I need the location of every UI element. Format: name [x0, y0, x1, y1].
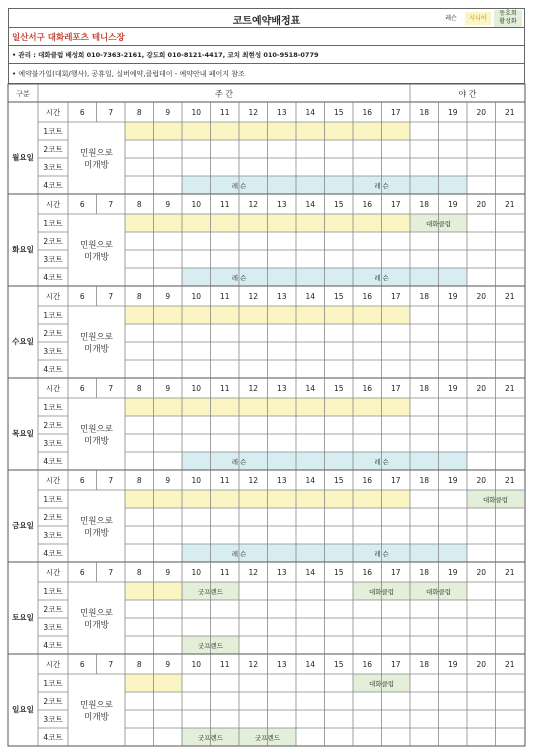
court-label: 1코트 [43, 127, 63, 136]
hour-label: 14 [305, 108, 316, 117]
hour-label: 21 [504, 568, 515, 577]
closed-text: 민원으로 [80, 608, 113, 619]
court-label: 4코트 [43, 549, 63, 558]
time-label: 시간 [45, 660, 61, 669]
hour-label: 7 [108, 660, 114, 669]
hour-label: 17 [390, 660, 401, 669]
hour-label: 7 [108, 200, 114, 209]
hour-label: 10 [191, 292, 202, 301]
hour-label: 16 [362, 292, 373, 301]
hour-label: 15 [333, 108, 344, 117]
closed-text: 미개방 [84, 620, 109, 631]
slot-label: 레 슨 [374, 274, 389, 282]
hour-label: 9 [165, 476, 171, 485]
hour-label: 16 [362, 660, 373, 669]
court-label: 2코트 [43, 697, 63, 706]
day-label: 토요일 [12, 613, 34, 622]
hour-label: 11 [219, 476, 230, 485]
hour-label: 6 [79, 384, 85, 393]
hour-label: 7 [108, 384, 114, 393]
hour-label: 6 [79, 200, 85, 209]
hour-label: 11 [219, 568, 230, 577]
hour-label: 12 [248, 292, 259, 301]
court-label: 3코트 [43, 715, 63, 724]
hour-label: 18 [419, 384, 430, 393]
hour-label: 7 [108, 568, 114, 577]
hour-label: 21 [504, 292, 515, 301]
court-label: 1코트 [43, 219, 63, 228]
hour-label: 20 [476, 476, 487, 485]
slot-label: 레 슨 [231, 458, 247, 466]
hour-label: 19 [447, 384, 458, 393]
hour-label: 9 [165, 108, 171, 117]
hour-label: 9 [165, 200, 171, 209]
hour-label: 7 [108, 292, 114, 301]
hour-label: 14 [305, 384, 316, 393]
court-label: 3코트 [43, 163, 63, 172]
slot-label: 레 슨 [231, 274, 247, 282]
hour-label: 15 [333, 384, 344, 393]
hour-label: 10 [191, 200, 202, 209]
hour-label: 18 [419, 200, 430, 209]
slot-label: 굿프렌드 [197, 588, 224, 596]
hour-label: 18 [419, 660, 430, 669]
hour-label: 7 [108, 108, 114, 117]
closed-text: 미개방 [84, 436, 109, 447]
court-label: 4코트 [43, 181, 63, 190]
legend-club-line1: 동호회 [499, 10, 517, 17]
court-label: 2코트 [43, 421, 63, 430]
hour-label: 15 [333, 292, 344, 301]
hour-label: 8 [136, 384, 142, 393]
closed-text: 미개방 [84, 528, 109, 539]
hour-label: 13 [276, 568, 287, 577]
hour-label: 14 [305, 476, 316, 485]
closed-text: 미개방 [84, 252, 109, 263]
court-label: 1코트 [43, 495, 63, 504]
closed-text: 민원으로 [80, 700, 113, 711]
hour-label: 9 [165, 384, 171, 393]
court-label: 3코트 [43, 623, 63, 632]
time-label: 시간 [45, 568, 61, 577]
hour-label: 21 [504, 476, 515, 485]
legend-club-line2: 활성화 [499, 18, 517, 25]
closed-text: 민원으로 [80, 240, 113, 251]
hour-label: 10 [191, 660, 202, 669]
court-label: 3코트 [43, 255, 63, 264]
day-label: 목요일 [12, 429, 34, 438]
day-label: 금요일 [12, 521, 34, 530]
closed-text: 민원으로 [80, 424, 113, 435]
hour-label: 12 [248, 384, 259, 393]
slot-label: 대화클럽 [368, 588, 395, 596]
notice-text: • 예약불가일(대회/행사), 공휴일, 실버예약,클럽데이 - 예약안내 페이지 참조 [12, 70, 245, 78]
venue-name: 일산서구 대화레포츠 테니스장 [12, 33, 125, 43]
hour-label: 17 [390, 568, 401, 577]
header-night: 야 간 [458, 89, 477, 99]
header-gubun: 구분 [16, 90, 30, 98]
slot-label: 레 슨 [374, 182, 389, 190]
hour-label: 8 [136, 292, 142, 301]
court-label: 2코트 [43, 513, 63, 522]
hour-label: 13 [276, 292, 287, 301]
day-label: 일요일 [12, 705, 34, 714]
day-label: 월요일 [12, 153, 34, 162]
closed-text: 민원으로 [80, 332, 113, 343]
hour-label: 6 [79, 568, 85, 577]
hour-label: 17 [390, 384, 401, 393]
hour-label: 20 [476, 660, 487, 669]
hour-label: 20 [476, 384, 487, 393]
hour-label: 16 [362, 568, 373, 577]
hour-label: 8 [136, 476, 142, 485]
hour-label: 11 [219, 660, 230, 669]
hour-label: 18 [419, 476, 430, 485]
hour-label: 6 [79, 660, 85, 669]
hour-label: 17 [390, 476, 401, 485]
hour-label: 12 [248, 660, 259, 669]
hour-label: 9 [165, 660, 171, 669]
court-label: 4코트 [43, 457, 63, 466]
slot-label: 굿프렌드 [197, 734, 224, 742]
court-label: 1코트 [43, 587, 63, 596]
hour-label: 10 [191, 108, 202, 117]
hour-label: 20 [476, 292, 487, 301]
hour-label: 8 [136, 568, 142, 577]
header-daytime: 주 간 [215, 89, 233, 99]
slot-label: 레 슨 [374, 550, 389, 558]
hour-label: 20 [476, 200, 487, 209]
hour-label: 18 [419, 108, 430, 117]
hour-label: 12 [248, 200, 259, 209]
hour-label: 14 [305, 200, 316, 209]
hour-label: 6 [79, 292, 85, 301]
court-label: 3코트 [43, 531, 63, 540]
hour-label: 15 [333, 476, 344, 485]
court-label: 2코트 [43, 605, 63, 614]
hour-label: 14 [305, 292, 316, 301]
hour-label: 13 [276, 108, 287, 117]
slot-label: 레 슨 [374, 458, 389, 466]
closed-text: 민원으로 [80, 516, 113, 527]
time-label: 시간 [45, 384, 61, 393]
hour-label: 14 [305, 568, 316, 577]
hour-label: 8 [136, 660, 142, 669]
hour-label: 17 [390, 200, 401, 209]
time-label: 시간 [45, 200, 61, 209]
hour-label: 8 [136, 108, 142, 117]
court-label: 4코트 [43, 641, 63, 650]
hour-label: 19 [447, 476, 458, 485]
slot-label: 대화클럽 [425, 220, 452, 228]
slot-label: 대화클럽 [482, 496, 509, 504]
hour-label: 20 [476, 108, 487, 117]
hour-label: 18 [419, 292, 430, 301]
slot-label: 굿프렌드 [197, 642, 224, 650]
hour-label: 12 [248, 568, 259, 577]
hour-label: 17 [390, 292, 401, 301]
slot-label: 레 슨 [231, 182, 247, 190]
hour-label: 6 [79, 476, 85, 485]
hour-label: 6 [79, 108, 85, 117]
hour-label: 18 [419, 568, 430, 577]
hour-label: 12 [248, 476, 259, 485]
closed-text: 미개방 [84, 160, 109, 171]
court-label: 3코트 [43, 439, 63, 448]
slot-label: 대화클럽 [425, 588, 452, 596]
hour-label: 12 [248, 108, 259, 117]
slot-label: 대화클럽 [368, 680, 395, 688]
legend-senior: 시니어 [465, 12, 491, 25]
closed-text: 민원으로 [80, 148, 113, 159]
page-title: 코트예약배정표 [232, 16, 301, 27]
time-label: 시간 [45, 108, 61, 117]
hour-label: 16 [362, 200, 373, 209]
hour-label: 19 [447, 660, 458, 669]
hour-label: 21 [504, 660, 515, 669]
hour-label: 11 [219, 292, 230, 301]
time-label: 시간 [45, 292, 61, 301]
hour-label: 21 [504, 108, 515, 117]
hour-label: 19 [447, 292, 458, 301]
hour-label: 10 [191, 384, 202, 393]
hour-label: 16 [362, 108, 373, 117]
hour-label: 15 [333, 660, 344, 669]
hour-label: 14 [305, 660, 316, 669]
hour-label: 11 [219, 384, 230, 393]
court-label: 1코트 [43, 311, 63, 320]
court-label: 3코트 [43, 347, 63, 356]
hour-label: 16 [362, 384, 373, 393]
slot-label: 레 슨 [231, 550, 247, 558]
hour-label: 17 [390, 108, 401, 117]
closed-text: 미개방 [84, 344, 109, 355]
court-label: 4코트 [43, 365, 63, 374]
hour-label: 15 [333, 200, 344, 209]
hour-label: 13 [276, 200, 287, 209]
day-label: 수요일 [12, 337, 34, 346]
hour-label: 13 [276, 476, 287, 485]
hour-label: 21 [504, 384, 515, 393]
court-label: 4코트 [43, 733, 63, 742]
hour-label: 7 [108, 476, 114, 485]
hour-label: 8 [136, 200, 142, 209]
hour-label: 20 [476, 568, 487, 577]
hour-label: 19 [447, 200, 458, 209]
court-label: 2코트 [43, 237, 63, 246]
court-label: 1코트 [43, 679, 63, 688]
court-label: 1코트 [43, 403, 63, 412]
grid-header-row [8, 84, 525, 102]
day-label: 화요일 [12, 245, 34, 254]
hour-label: 21 [504, 200, 515, 209]
court-label: 2코트 [43, 145, 63, 154]
hour-label: 10 [191, 476, 202, 485]
court-label: 4코트 [43, 273, 63, 282]
closed-text: 미개방 [84, 712, 109, 723]
hour-label: 13 [276, 384, 287, 393]
hour-label: 16 [362, 476, 373, 485]
hour-label: 11 [219, 108, 230, 117]
hour-label: 9 [165, 568, 171, 577]
hour-label: 19 [447, 108, 458, 117]
hour-label: 15 [333, 568, 344, 577]
manager-info: • 관리 : 대화클럽 배성희 010-7363-2161, 강도희 010-8121-4417, 코치 최현성 010-9518-0779 [12, 51, 319, 59]
hour-label: 11 [219, 200, 230, 209]
hour-label: 9 [165, 292, 171, 301]
slot-label: 굿프렌드 [254, 734, 281, 742]
court-label: 2코트 [43, 329, 63, 338]
time-label: 시간 [45, 476, 61, 485]
hour-label: 19 [447, 568, 458, 577]
hour-label: 10 [191, 568, 202, 577]
hour-label: 13 [276, 660, 287, 669]
legend-lesson: 레슨 [445, 15, 457, 22]
